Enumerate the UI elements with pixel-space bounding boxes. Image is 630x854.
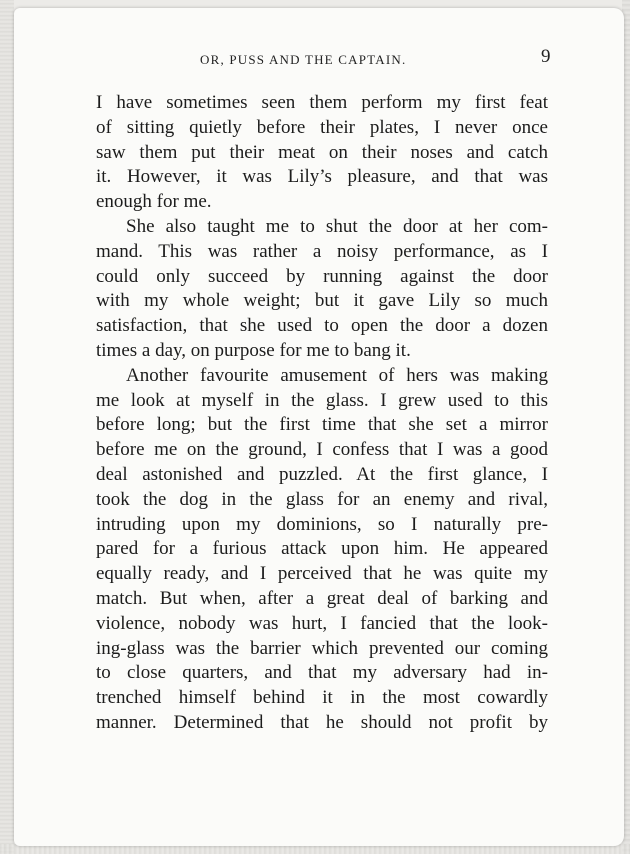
text-line: intruding upon my dominions, so I naturally pre- — [96, 513, 548, 535]
text-line: to close quarters, and that my adversary had in- — [96, 662, 548, 684]
text-line: before me on the ground, I confess that I was a good — [96, 439, 548, 461]
text-line: manner. Determined that he should not profit by — [96, 711, 548, 733]
text-line: with my whole weight; but it gave Lily so much — [96, 290, 548, 312]
text-line: of sitting quietly before their plates, I never once — [96, 116, 548, 138]
text-line: could only succeed by running against the door — [96, 265, 548, 287]
running-head: OR, PUSS AND THE CAPTAIN. — [200, 52, 407, 67]
text-line: deal astonished and puzzled. At the first glance, I — [96, 463, 548, 485]
text-line: match. But when, after a great deal of barking and — [96, 587, 548, 609]
text-line: saw them put their meat on their noses and catch — [96, 141, 548, 163]
page-edge-left — [0, 0, 14, 854]
text-line: me look at myself in the glass. I grew used to this — [96, 389, 548, 411]
text-line: times a day, on purpose for me to bang it. — [96, 339, 411, 361]
text-line: pared for a furious attack upon him. He appeared — [96, 538, 548, 560]
text-line: satisfaction, that she used to open the door a dozen — [96, 315, 548, 337]
text-line: trenched himself behind it in the most cowardly — [96, 687, 548, 709]
text-line: took the dog in the glass for an enemy and rival, — [96, 488, 548, 510]
text-line: equally ready, and I perceived that he was quite my — [96, 563, 548, 585]
page-number: 9 — [541, 46, 551, 67]
text-line: enough for me. — [96, 191, 212, 213]
body-text — [96, 91, 548, 736]
text-line: mand. This was rather a noisy performance, as I — [96, 240, 548, 262]
text-line: ing-glass was the barrier which prevented our coming — [96, 637, 548, 659]
text-line: it. However, it was Lily’s pleasure, and that was — [96, 166, 548, 188]
text-line: violence, nobody was hurt, I fancied that the look- — [96, 612, 548, 634]
text-line: I have sometimes seen them perform my first feat — [96, 92, 548, 113]
text-line: She also taught me to shut the door at her com- — [126, 215, 548, 237]
text-line: before long; but the first time that she set a mirror — [96, 414, 548, 436]
text-line: Another favourite amusement of hers was making — [126, 364, 548, 386]
